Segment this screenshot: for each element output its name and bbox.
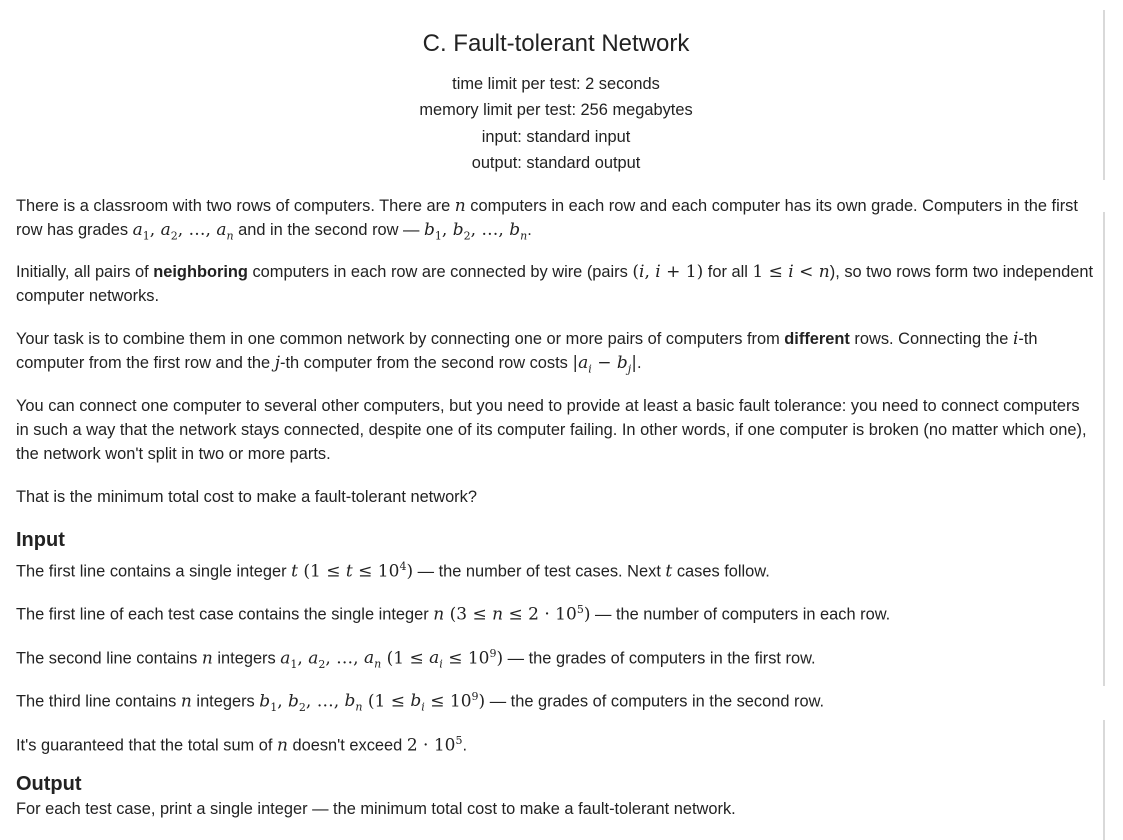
input-line-1: The first line contains a single integer t $(1 \le t \le 10^4)$ — the number of test cases. Next t cases follow. [16, 560, 770, 582]
text: -th computer from the second row costs [280, 354, 573, 372]
text: . [462, 736, 468, 755]
text: -th computer from the first row and the [16, 330, 1038, 372]
text: The first line contains a single integer [16, 562, 292, 581]
text: — the grades of computers in the first row. [503, 649, 816, 668]
text: — the number of test cases. Next [413, 562, 666, 581]
output-section-title: Output [16, 773, 82, 795]
text: It's guaranteed that the total sum of [16, 736, 277, 755]
text: Initially, all pairs of [16, 263, 154, 281]
text: — the grades of computers in the second row. [485, 692, 825, 711]
input-line-4: The third line contains n integers $b_1$, $b_2$, …, $b_n$ $(1 \le b_i \le 10^9)$ — the grades of computers in the second row. [16, 690, 825, 714]
output-spec: output: standard output [471, 154, 641, 172]
input-section-title: Input [16, 529, 65, 551]
text: The first line of each test case contains the single integer [16, 605, 434, 624]
memory-limit: memory limit per test: 256 megabytes [419, 101, 693, 119]
text: doesn't exceed [287, 736, 407, 755]
text: computers in each row are connected by wire (pairs [247, 263, 633, 281]
input-line-5: It's guaranteed that the total sum of n doesn't exceed $2 \cdot 10^5$. [16, 734, 468, 756]
statement-paragraph-1: There is a classroom with two rows of computers. There are n computers in each row and each computer has its own grade. Computers in the first row has grades $a_1$, $a_2$, …, $a_n$ and in the second row — $b_1$, $b_2$, …, $b_n$. [16, 196, 1078, 243]
text: The third line contains [16, 692, 181, 711]
text: . [527, 221, 532, 239]
text: . [636, 354, 642, 372]
page-border-middle [1103, 212, 1105, 686]
bold-text: neighboring [153, 263, 248, 281]
time-limit: time limit per test: 2 seconds [452, 75, 660, 93]
text: integers [212, 649, 281, 668]
statement-paragraph-5: That is the minimum total cost to make a fault-tolerant network? [16, 488, 477, 506]
input-line-2: The first line of each test case contains the single integer n $(3 \le n \le 2 \cdot 10^5)$ — the number of computers in each row. [16, 603, 891, 625]
text: and in the second row — [233, 221, 424, 239]
problem-title: C. Fault-tolerant Network [422, 30, 690, 57]
statement-paragraph-2: Initially, all pairs of neighboring computers in each row are connected by wire (pairs (i, i + 1) for all 1 ≤ i < n), so two rows form two independent computer networks. [16, 262, 1094, 305]
text: for all [703, 263, 753, 281]
bold-text: different [784, 330, 850, 348]
text: computers in each row and each computer has its own grade. Computers in the first row has grades [16, 197, 1078, 239]
text: integers [191, 692, 260, 711]
text: rows. Connecting the [849, 330, 1013, 348]
input-spec: input: standard input [481, 128, 631, 146]
text: — the number of computers in each row. [590, 605, 891, 624]
statement-paragraph-3: Your task is to combine them in one common network by connecting one or more pairs of computers from different rows. Connecting the i-th computer from the first row and the j-th computer from the second row costs $|a_i - b_j|$. [16, 329, 1038, 376]
text: The second line contains [16, 649, 202, 668]
text: cases follow. [672, 562, 770, 581]
text: There is a classroom with two rows of computers. There are [16, 197, 455, 215]
page-border-bottom [1103, 720, 1105, 840]
output-description: For each test case, print a single integer — the minimum total cost to make a fault-tolerant network. [16, 800, 736, 818]
statement-paragraph-4: You can connect one computer to several other computers, but you need to provide at least a basic fault tolerance: you need to connect computers in such a way that the network stays connected, despite one of its computer failing. In other words, if one computer is broken (no matter which one), the network won't split in two or more parts. [16, 397, 1087, 463]
input-line-3: The second line contains n integers $a_1$, $a_2$, …, $a_n$ $(1 \le a_i \le 10^9)$ — the grades of computers in the first row. [16, 647, 816, 671]
text: Your task is to combine them in one common network by connecting one or more pairs of computers from [16, 330, 785, 348]
text: ), so two rows form two independent computer networks. [16, 263, 1094, 305]
